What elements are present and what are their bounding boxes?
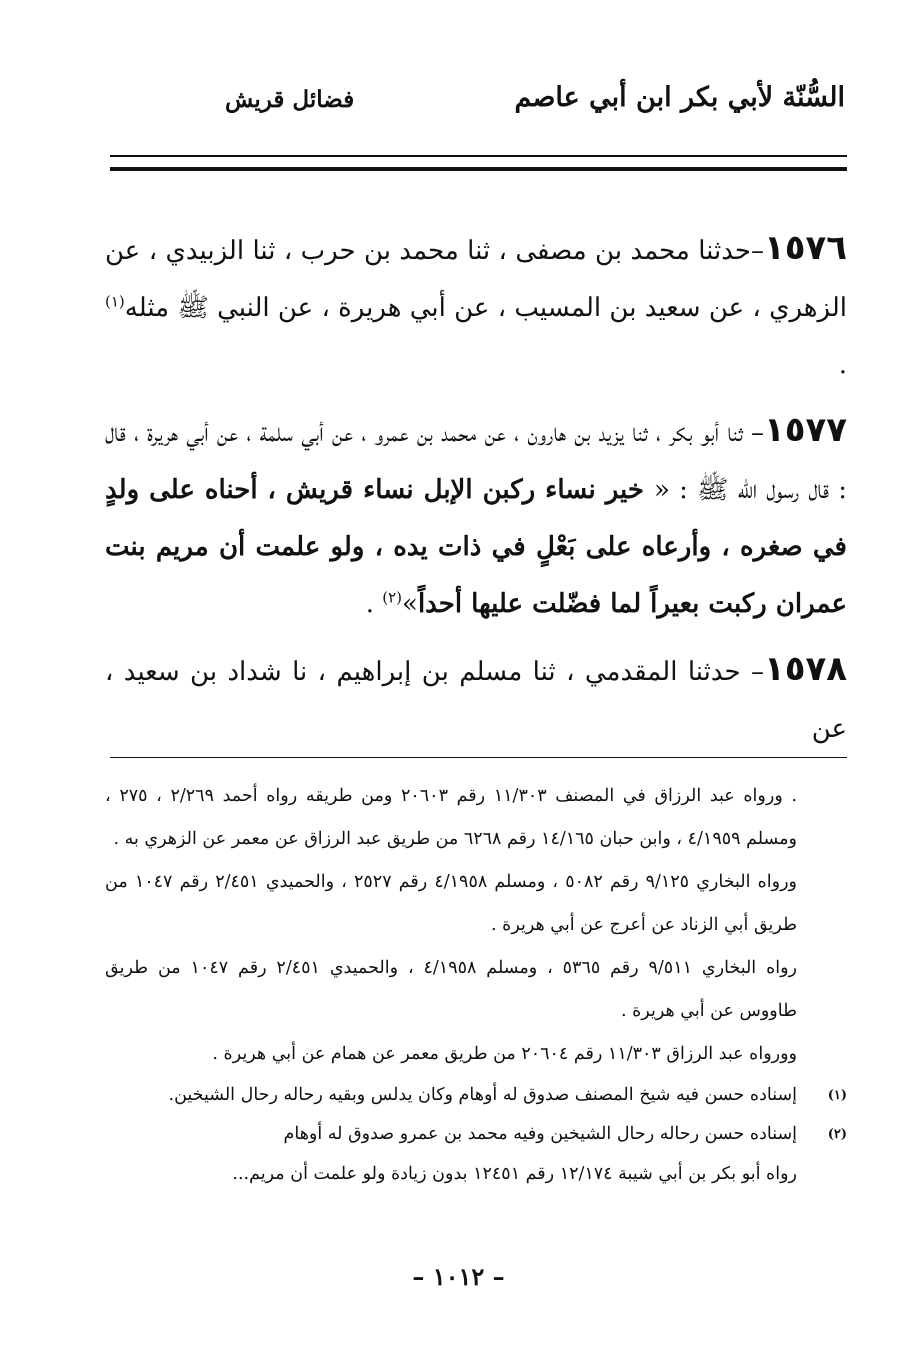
hadith-quote: خير نساء ركبن الإبل نساء قريش ، أحناه على ولدٍ في صغره ، وأرعاه على بَعْلٍ في ذات يده ، ولو علمت أن مريم بنت عمران ركبت بعيراً لما فضّلت عليها أحداً [105, 475, 847, 619]
hadith-text: –حدثنا محمد بن مصفى ، ثنا محمد بن حرب ، ثنا الزبيدي ، عن الزهري ، عن سعيد بن المسيب ، عن أبي هريرة ، عن النبي ﷺ مثله [105, 236, 847, 323]
hadith-text: – حدثنا المقدمي ، ثنا مسلم بن إبراهيم ، نا شداد بن سعيد ، عن [105, 657, 847, 744]
footnote-marker: (٢) [827, 1127, 847, 1142]
hadith-number: ١٥٧٨ [763, 649, 847, 689]
running-header [225, 82, 845, 132]
footnote-reference: (١) [105, 292, 125, 311]
footnote-paragraph: رواه البخاري ٩/٥١١ رقم ٥٣٦٥ ، ومسلم ٤/١٩٥٨ ، والحميدي ٢/٤٥١ رقم ١٠٤٧ من طريق طاووس عن أبي هريرة . [105, 958, 797, 1021]
footnote-paragraph: ورواه البخاري ٩/١٢٥ رقم ٥٠٨٢ ، ومسلم ٤/١٩٥٨ رقم ٢٥٢٧ ، والحميدي ٢/٤٥١ رقم ١٠٤٧ من طريق أبي الزناد عن أعرج عن أبي هريرة . [105, 872, 797, 935]
chapter-title: فضائل قريش [225, 86, 355, 113]
hadith-end: . [365, 589, 383, 619]
book-title: السُّنّة لأبي بكر ابن أبي عاصم [514, 82, 845, 113]
header-rule-thin [110, 155, 847, 157]
footnote-text: إسناده حسن فيه شيخ المصنف صدوق له أوهام وكان يدلس وبقيه رحاله رحال الشيخين. [168, 1085, 797, 1105]
header-rule-thick [110, 167, 847, 171]
footnote-reference: (٢) [382, 588, 403, 607]
footnote-text: إسناده حسن رحاله رحال الشيخين وفيه محمد بن عمرو صدوق له أوهام [283, 1124, 797, 1144]
footnote-paragraph: وورواه عبد الرزاق ١١/٣٠٣ رقم ٢٠٦٠٤ من طريق معمر عن همام عن أبي هريرة . [212, 1044, 797, 1064]
footnote-1 [105, 1076, 847, 1115]
footnote-2 [105, 1115, 847, 1154]
page-number: – ١٠١٢ – [412, 1262, 505, 1291]
quote-end: » [402, 589, 418, 619]
footnote-marker: (١) [827, 1088, 847, 1103]
footnotes [105, 775, 847, 1194]
hadith-number: ١٥٧٧ [763, 410, 847, 450]
footnote-last-line: رواه أبو بكر بن أبي شيبة ١٢/١٧٤ رقم ١٢٤٥١ بدون زيادة ولو علمت أن مريم... [232, 1164, 797, 1184]
hadith-end: . [838, 350, 847, 380]
hadith-1577 [105, 402, 847, 633]
main-text [105, 220, 847, 766]
hadith-1578 [105, 641, 847, 758]
hadith-1576 [105, 220, 847, 394]
hadith-text: – ثنا أبو بكر ، ثنا يزيد بن هارون ، عن محمد بن عمرو ، عن أبي سلمة ، عن أبي هريرة ، قال : قال رسول الله ﷺ : « [105, 418, 848, 505]
footnote-paragraph: . ورواه عبد الرزاق في المصنف ١١/٣٠٣ رقم ٢٠٦٠٣ ومن طريقه رواه أحمد ٢/٢٦٩ ، ٢٧٥ ، ومسلم ٤/١٩٥٩ ، وابن حبان ١٤/١٦٥ رقم ٦٢٦٨ من طريق عبد الرزاق عن معمر عن الزهري به . [105, 786, 797, 849]
footnote-separator [110, 757, 847, 758]
footnote-continuation [105, 775, 847, 1076]
hadith-number: ١٥٧٦ [763, 228, 847, 268]
